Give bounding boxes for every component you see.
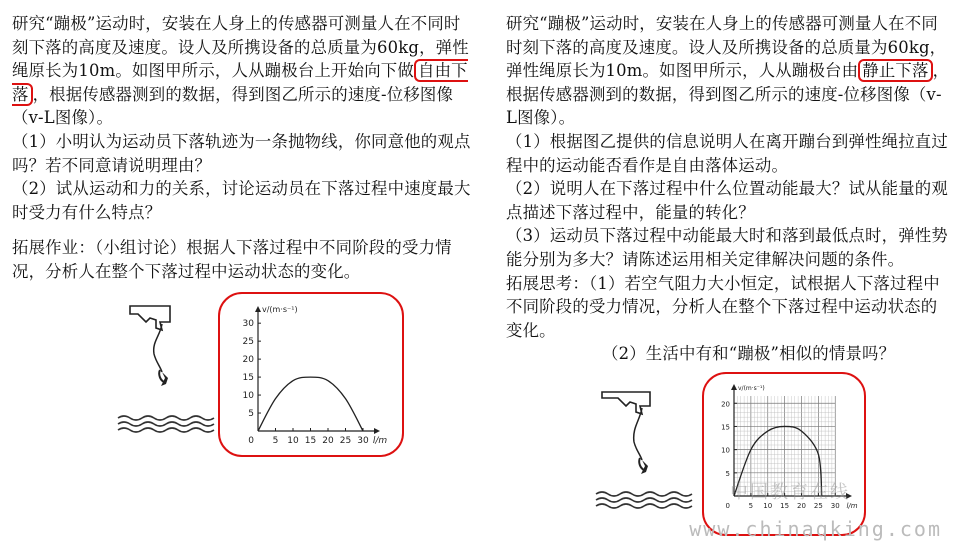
right-graph-y-tick-label: 10 bbox=[721, 446, 730, 455]
left-graph-x-tick-label: 15 bbox=[304, 436, 317, 446]
left-extension: 拓展作业：（小组讨论）根据人下落过程中不同阶段的受力情况，分析人在整个下落过程中运动状态的变化。 bbox=[12, 238, 452, 281]
left-highlight-free-fall: 自由下落 bbox=[12, 61, 468, 104]
right-graph-y-tick-label: 20 bbox=[721, 400, 730, 409]
right-graph-origin-label: 0 bbox=[725, 502, 730, 510]
left-graph-y-tick-label: 30 bbox=[242, 319, 254, 330]
right-intro-text-a: 研究“蹦极”运动时，安装在人身上的传感器可测量人在不同时刻下落的高度及速度。设人及所携设备的总质量为60kg，弹性绳原长为10m。如图甲所示，人从蹦极台由 bbox=[506, 14, 947, 81]
right-question-3: （3）运动员下落过程中动能最大时和落到最低点时，弹性势能分别为多大？请陈述运用相关定律解决问题的条件。 bbox=[506, 226, 948, 269]
left-vl-graph bbox=[220, 294, 402, 455]
left-bungee-illustration bbox=[116, 300, 216, 440]
watermark-site: www.chinaqking.com bbox=[689, 517, 942, 541]
watermark-cn: 中国教育在线 bbox=[730, 482, 850, 503]
right-extension-1: 拓展思考：（1）若空气阻力大小恒定，试根据人下落过程中不同阶段的受力情况，分析人在整个下落过程中运动状态的变化。 bbox=[506, 273, 940, 340]
left-graph-y-tick-label: 10 bbox=[242, 391, 254, 402]
right-graph-y-label: v/(m·s⁻¹) bbox=[738, 385, 765, 392]
left-graph-frame bbox=[218, 292, 404, 457]
right-vl-graph bbox=[704, 374, 864, 534]
left-graph-velocity-curve bbox=[258, 377, 363, 431]
left-graph-y-tick-label: 20 bbox=[242, 355, 254, 366]
left-graph-y-tick-label: 5 bbox=[248, 409, 254, 420]
left-graph-x-tick-label: 5 bbox=[272, 436, 279, 446]
right-question-1: （1）根据图乙提供的信息说明人在离开蹦台到弹性绳拉直过程中的运动能否看作是自由落体运动。 bbox=[506, 131, 948, 175]
right-intro bbox=[506, 12, 952, 130]
left-intro-text-a: 研究“蹦极”运动时，安装在人身上的传感器可测量人在不同时刻下落的高度及速度。设人及所携设备的总质量为60kg，弹性绳原长为10m。如图甲所示，人从蹦极台上开始向下做 bbox=[12, 14, 469, 81]
right-problem bbox=[506, 12, 952, 366]
left-graph-y-arrow bbox=[255, 306, 261, 312]
left-water-waves bbox=[118, 416, 214, 432]
right-question-2: （2）说明人在下落过程中什么位置动能最大？试从能量的观点描述下落过程中，能量的转化？ bbox=[506, 179, 948, 222]
right-graph-x-tick-label: 10 bbox=[763, 502, 773, 510]
right-bungee-illustration bbox=[594, 386, 704, 516]
left-question-2: （2）试从运动和力的关系，讨论运动员在下落过程中速度最大时受力有什么特点？ bbox=[12, 179, 471, 222]
left-problem bbox=[12, 12, 474, 284]
right-water-waves bbox=[596, 492, 692, 508]
right-graph-x-tick-label: 25 bbox=[813, 502, 823, 510]
left-graph-x-tick-label: 25 bbox=[339, 436, 352, 446]
left-graph-x-tick-label: 30 bbox=[357, 436, 369, 446]
left-graph-origin-label: 0 bbox=[248, 436, 254, 446]
left-graph-x-arrow bbox=[374, 428, 380, 434]
right-graph-x-tick-label: 20 bbox=[797, 502, 806, 510]
right-graph-x-label: l/m bbox=[846, 502, 858, 510]
left-graph-x-tick-label: 10 bbox=[287, 436, 299, 446]
left-question-1: （1）小明认为运动员下落轨迹为一条抛物线，你同意他的观点吗？若不同意请说明理由？ bbox=[12, 131, 471, 175]
right-graph-x-tick-label: 30 bbox=[830, 502, 840, 510]
right-highlight-rest-fall: 静止下落 bbox=[858, 59, 932, 82]
right-graph-y-tick-label: 15 bbox=[721, 423, 730, 432]
left-graph-y-tick-label: 15 bbox=[242, 373, 254, 384]
left-graph-x-tick-label: 20 bbox=[322, 436, 334, 446]
right-graph-frame bbox=[702, 372, 866, 536]
right-intro-text-b: ，根据传感器测到的数据，得到图乙所示的速度-位移图像（v-L图像）。 bbox=[506, 61, 950, 128]
right-graph-x-tick-label: 15 bbox=[780, 502, 790, 510]
left-graph-x-label: l/m bbox=[372, 436, 388, 446]
left-graph-y-tick-label: 25 bbox=[242, 337, 254, 348]
right-extension-2: （2）生活中有和“蹦极”相似的情景吗？ bbox=[602, 344, 896, 364]
left-graph-y-label: v/(m·s⁻¹) bbox=[262, 305, 298, 314]
right-graph-x-tick-label: 5 bbox=[748, 502, 754, 510]
left-intro-text-b: ，根据传感器测到的数据，得到图乙所示的速度-位移图像（v-L图像）。 bbox=[12, 84, 454, 128]
right-graph-y-arrow bbox=[731, 384, 737, 390]
left-intro bbox=[12, 12, 474, 130]
right-graph-y-tick-label: 5 bbox=[725, 469, 730, 478]
